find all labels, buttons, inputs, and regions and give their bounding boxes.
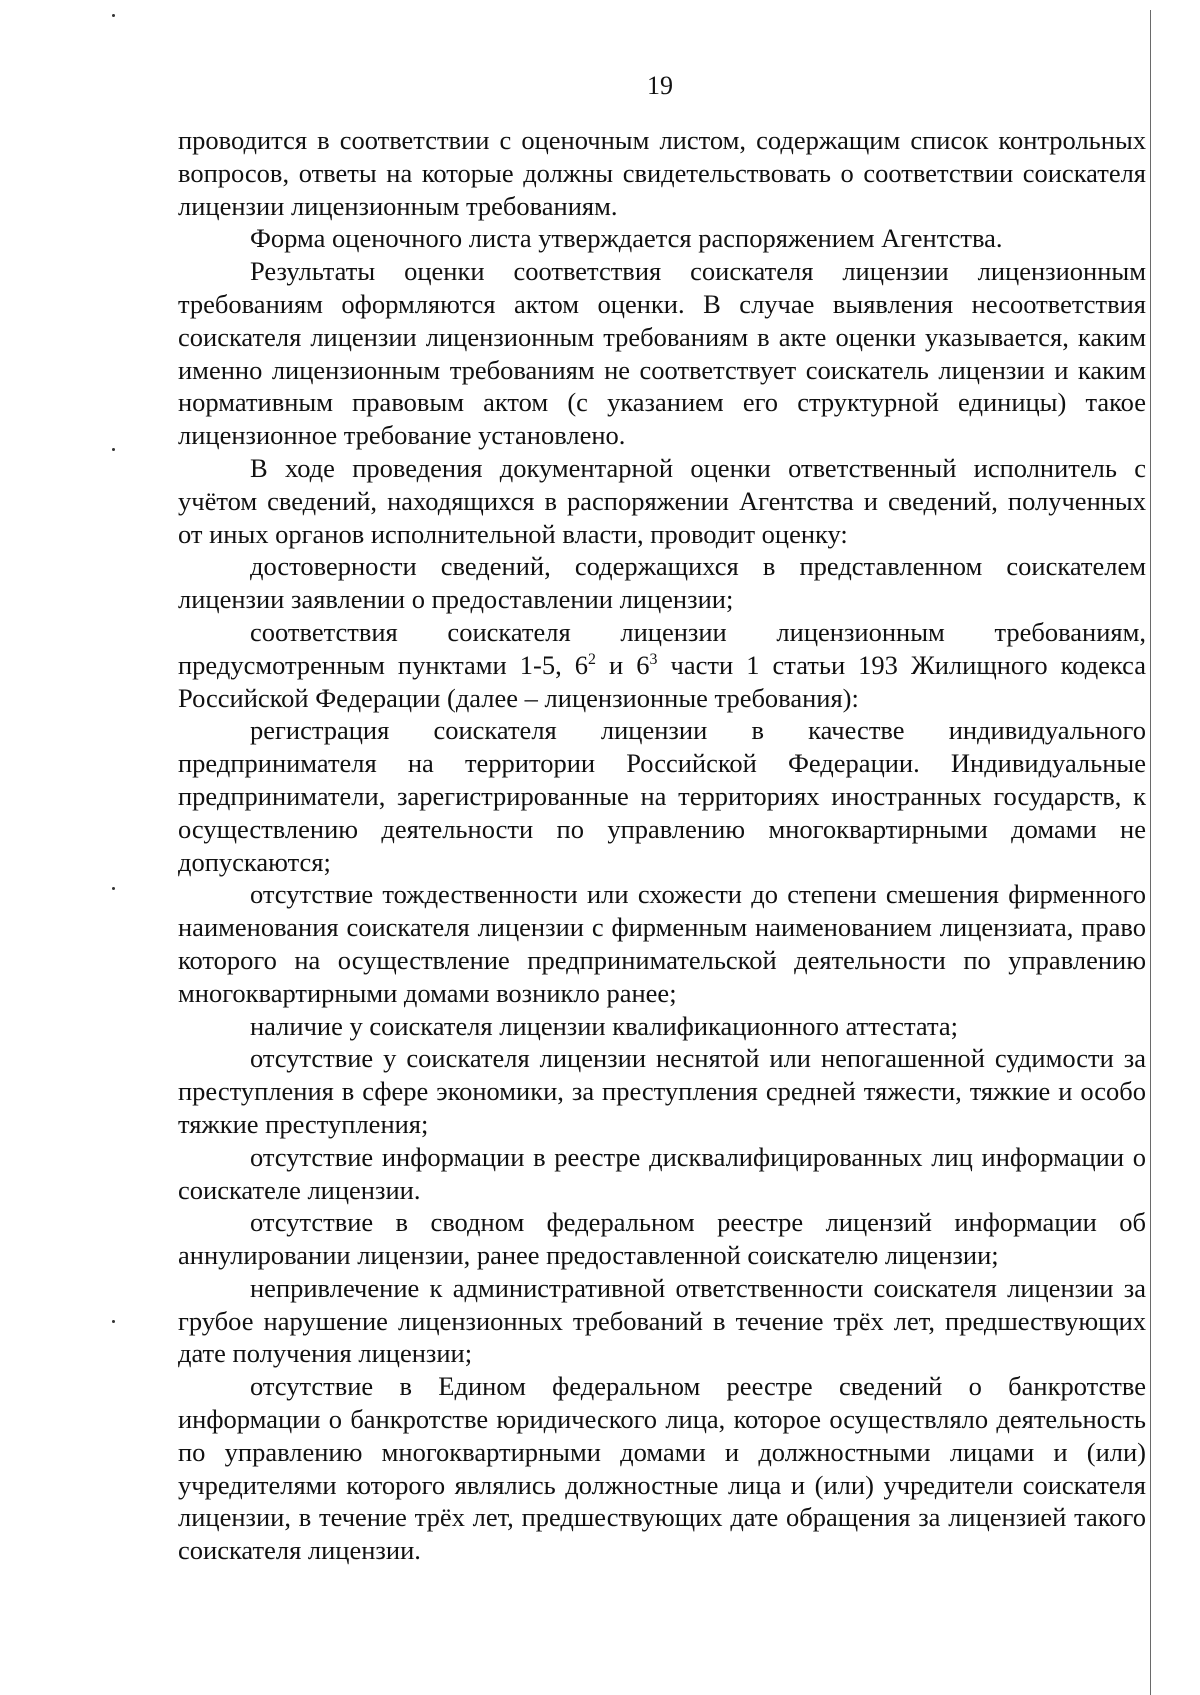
paragraph: непривлечение к административной ответственности соискателя лицензии за грубое нарушение лицензионных требований в течение трёх лет, предшествующих дате получения лицензии; [178,1272,1146,1369]
paragraph: отсутствие в Едином федеральном реестре сведений о банкротстве информации о банкротстве юридического лица, которое осуществляло деятельность по управлению многоквартирными домами и должностными лицами и (или) учредителями которого являлись должностные лица и (или) учредители соискателя лицензии, в течение трёх лет, предшествующих дате обращения за лицензией такого соискателя лицензии. [178,1371,1146,1566]
paragraph-text: части 1 статьи 193 Жилищного кодекса Российской Федерации (далее – лицензионные требования): [178,649,1147,713]
scan-speck [112,448,115,451]
paragraph: проводится в соответствии с оценочным листом, содержащим список контрольных вопросов, ответы на которые должны свидетельствовать о соответствии соискателя лицензии лицензионным требованиям. [178,125,1146,221]
paragraph: Форма оценочного листа утверждается распоряжением Агентства. [250,223,1003,254]
paragraph: отсутствие в сводном федеральном реестре лицензий информации об аннулировании лицензии, ранее предоставленной соискателю лицензии; [178,1207,1146,1271]
paragraph-text: соответствия соискателя лицензии лицензионным требованиям, предусмотренным пунктами 1-5, 6 [178,616,1146,680]
page-number: 19 [647,71,673,100]
paragraph: отсутствие у соискателя лицензии неснятой или непогашенной судимости за преступления в сфере экономики, за преступления средней тяжести, тяжкие и особо тяжкие преступления; [178,1043,1146,1139]
paragraph-text: и 6 [595,649,650,680]
paragraph: отсутствие информации в реестре дисквалифицированных лиц информации о соискателе лицензии. [178,1141,1146,1205]
document-body [178,124,1146,1567]
paragraph: наличие у соискателя лицензии квалификационного аттестата; [250,1010,958,1041]
scan-speck [112,14,115,17]
superscript: 2 [588,650,596,668]
paragraph: В ходе проведения документарной оценки ответственный исполнитель с учётом сведений, находящихся в распоряжении Агентства и сведений, полученных от иных органов исполнительной власти, проводит оценку: [178,452,1146,549]
scan-speck [112,887,115,890]
scan-edge-line [1150,10,1151,1695]
paragraph: Результаты оценки соответствия соискателя лицензии лицензионным требованиям оформляются актом оценки. В случае выявления несоответствия соискателя лицензии лицензионным требованиям в акте оценки указывается, каким именно лицензионным требованиям не соответствует соискатель лицензии и каким нормативным правовым актом (с указанием его структурной единицы) такое лицензионное требование установлено. [178,256,1146,451]
paragraph: отсутствие тождественности или схожести до степени смешения фирменного наименования соискателя лицензии с фирменным наименованием лицензиата, право которого на осуществление предпринимательской деятельности по управлению многоквартирными домами возникло ранее; [178,879,1146,1008]
superscript: 3 [649,650,658,668]
paragraph-with-superscripts [178,616,1146,714]
paragraph: регистрация соискателя лицензии в качестве индивидуального предпринимателя на территории Российской Федерации. Индивидуальные предприниматели, зарегистрированные на территориях иностранных государств, к осуществлению деятельности по управлению многоквартирными домами не допускаются; [178,715,1146,877]
scan-speck [112,1320,115,1323]
paragraph: достоверности сведений, содержащихся в представленном соискателем лицензии заявлении о предоставлении лицензии; [178,551,1146,615]
